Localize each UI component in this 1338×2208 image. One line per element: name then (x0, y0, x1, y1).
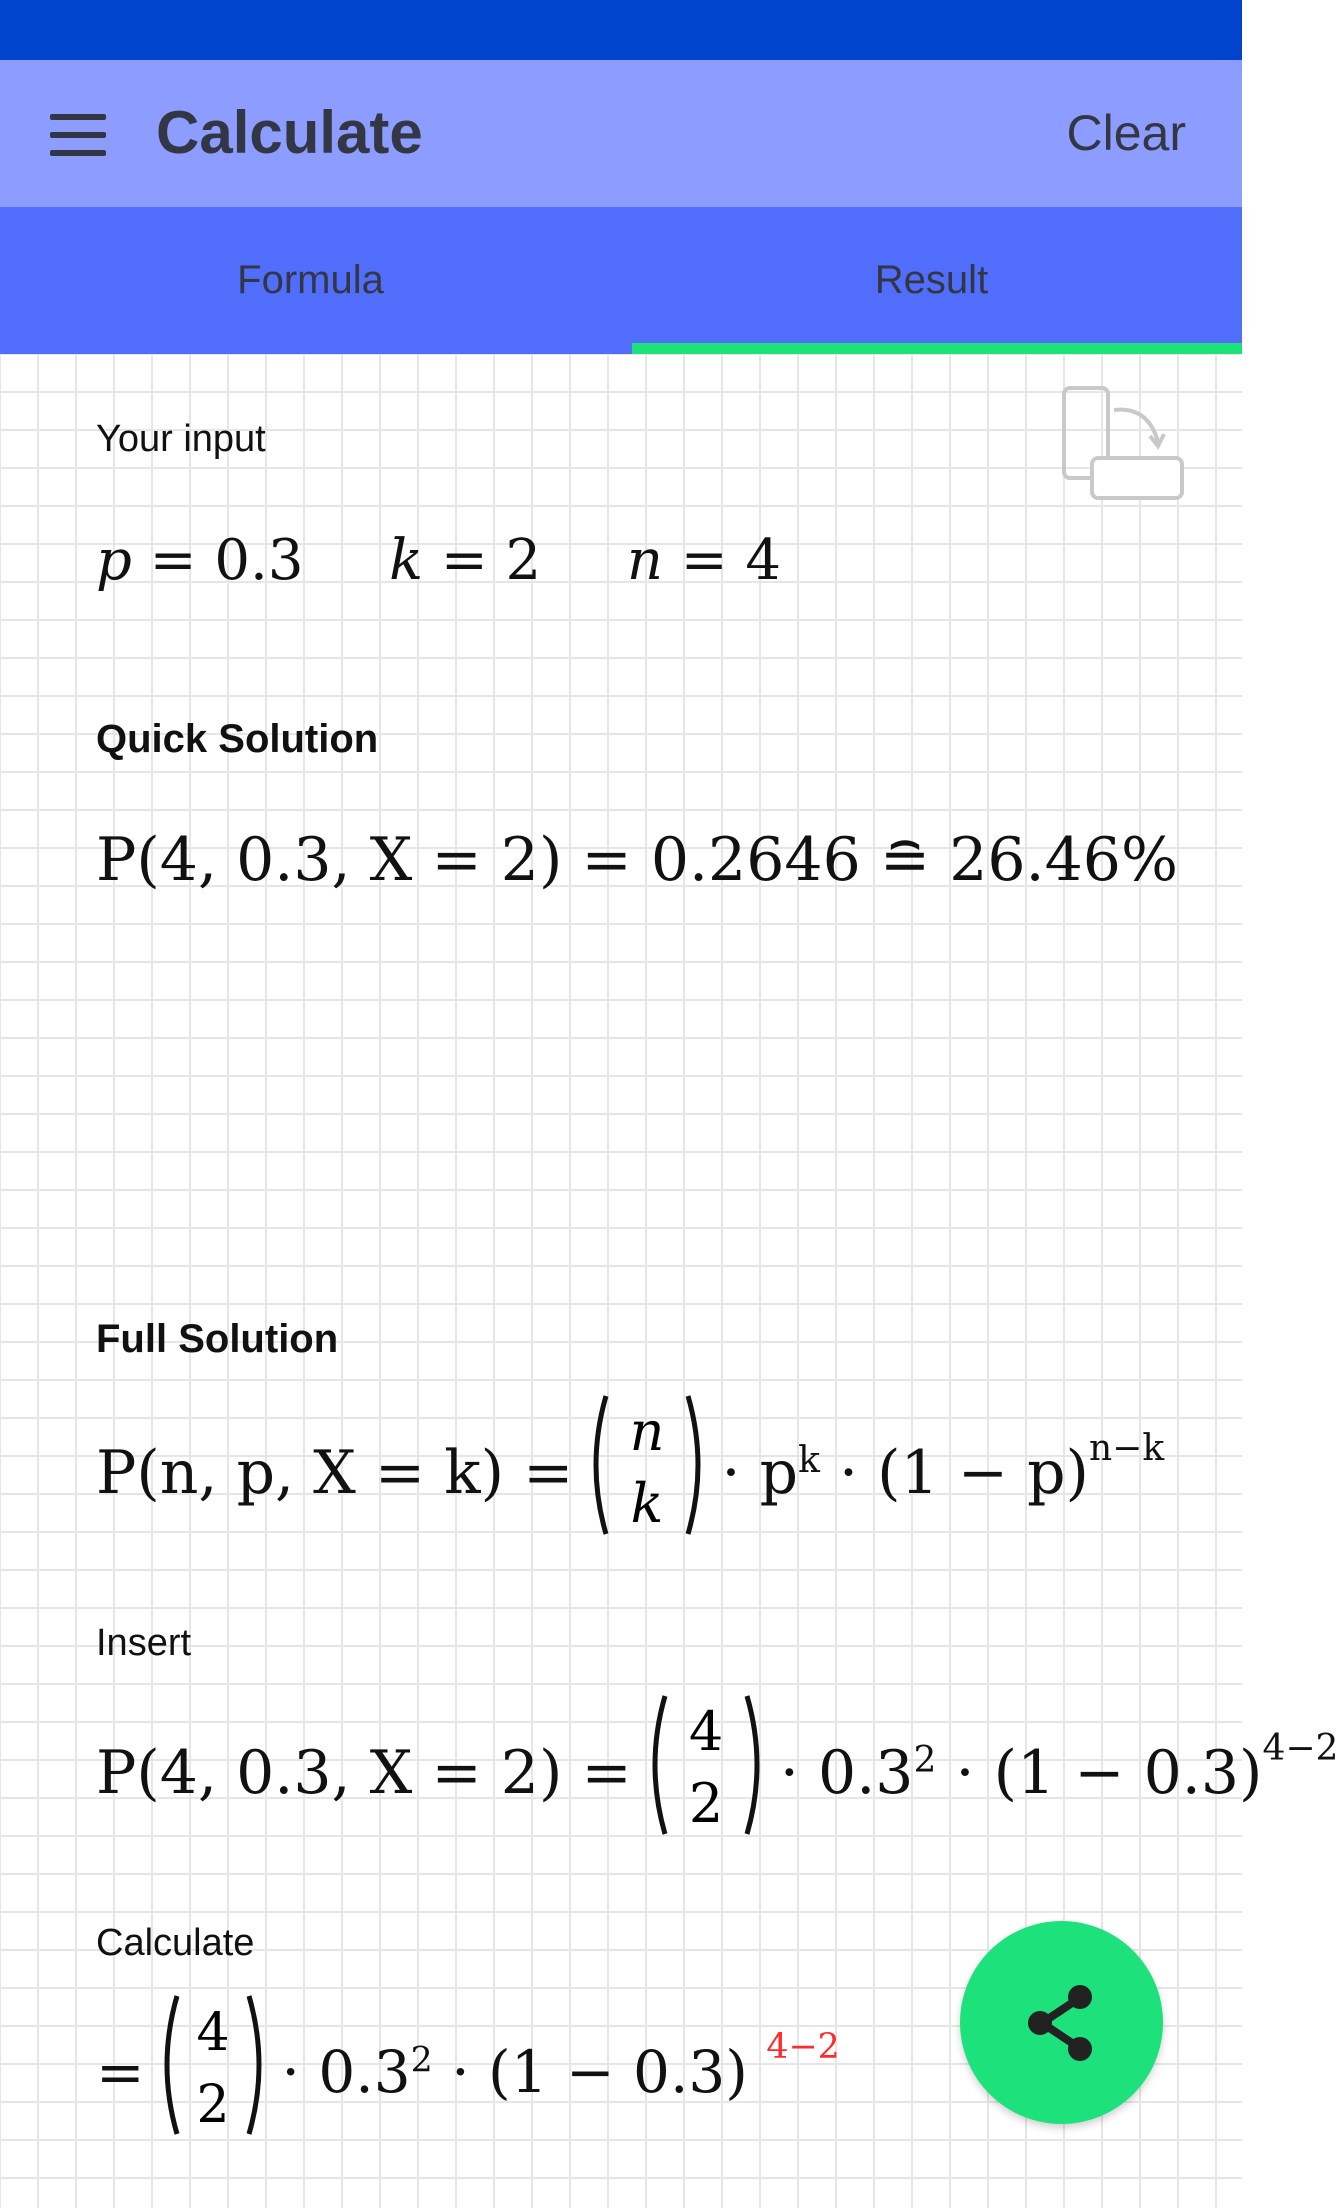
app-title: Calculate (156, 99, 423, 166)
quick-solution-lhs: P(4, 0.3, X = 2) (96, 825, 563, 895)
general-formula-lhs: P(n, p, X = k) = (96, 1437, 574, 1508)
tab-result[interactable]: Result (874, 258, 989, 302)
calculate-binomial-4-2 (163, 1990, 263, 2154)
tab-bar (0, 207, 1242, 354)
share-button[interactable] (960, 1921, 1163, 2124)
input-var-n: n (626, 528, 663, 593)
calculate-exponent-highlight: 4−2 (766, 2026, 840, 2067)
insert-formula-sup2: 2 (913, 1739, 937, 1781)
insert-formula-lhs: P(4, 0.3, X = 2) = (96, 1737, 632, 1808)
general-formula-p: · p (721, 1437, 799, 1508)
hamburger-menu-icon[interactable] (50, 114, 106, 156)
insert-formula-exponent: 4−2 (1262, 1727, 1338, 1769)
input-value-p: 0.3 (214, 528, 304, 593)
tab-formula[interactable]: Formula (237, 258, 384, 302)
general-formula-exponent: n−k (1088, 1427, 1165, 1469)
insert-binom-bottom: 2 (688, 1772, 723, 1835)
calculate-label: Calculate (96, 1922, 255, 1964)
insert-formula-tail: · (1 − 0.3) (955, 1737, 1263, 1808)
binom-bottom-k: k (631, 1472, 664, 1535)
insert-formula-mid: · 0.3 (779, 1737, 914, 1808)
calc-binom-bottom: 2 (196, 2075, 230, 2135)
quick-solution-heading: Quick Solution (96, 717, 379, 761)
clear-button[interactable]: Clear (1066, 105, 1186, 161)
binomial-n-k (592, 1390, 702, 1555)
general-formula-sup-k: k (798, 1439, 820, 1481)
calculate-sup2: 2 (410, 2040, 433, 2081)
general-formula (96, 1390, 1164, 1540)
input-values: p = 0.3 k = 2 n = 4 (96, 528, 782, 593)
calculate-eq: = (96, 2038, 145, 2106)
input-value-k: 2 (505, 528, 542, 593)
quick-solution-formula: P(4, 0.3, X = 2) = 0.2646 ≘ 26.46% (96, 825, 1178, 895)
general-formula-tail: · (1 − p) (839, 1437, 1089, 1508)
quick-solution-value: 0.2646 (650, 825, 861, 895)
input-value-n: 4 (745, 528, 782, 593)
binom-top-n: n (630, 1400, 665, 1463)
quick-solution-percent: 26.46% (949, 825, 1178, 895)
status-bar (0, 0, 1242, 60)
input-var-k: k (389, 528, 424, 593)
insert-label: Insert (96, 1622, 192, 1664)
calculate-mid: · 0.3 (281, 2038, 411, 2106)
calculate-formula (96, 1990, 840, 2140)
insert-formula (96, 1690, 1338, 1840)
insert-binom-top: 4 (688, 1700, 723, 1763)
binomial-4-2 (651, 1690, 761, 1855)
share-icon (1016, 1977, 1108, 2069)
rotate-device-icon[interactable] (1060, 384, 1186, 502)
quick-solution-equiv: ≘ (879, 825, 931, 895)
full-solution-heading: Full Solution (96, 1317, 339, 1361)
your-input-label: Your input (96, 418, 266, 460)
active-tab-indicator (632, 343, 1242, 354)
calc-binom-top: 4 (196, 2003, 230, 2063)
calculate-tail: · (1 − 0.3) (451, 2038, 748, 2106)
input-var-p: p (96, 528, 132, 593)
